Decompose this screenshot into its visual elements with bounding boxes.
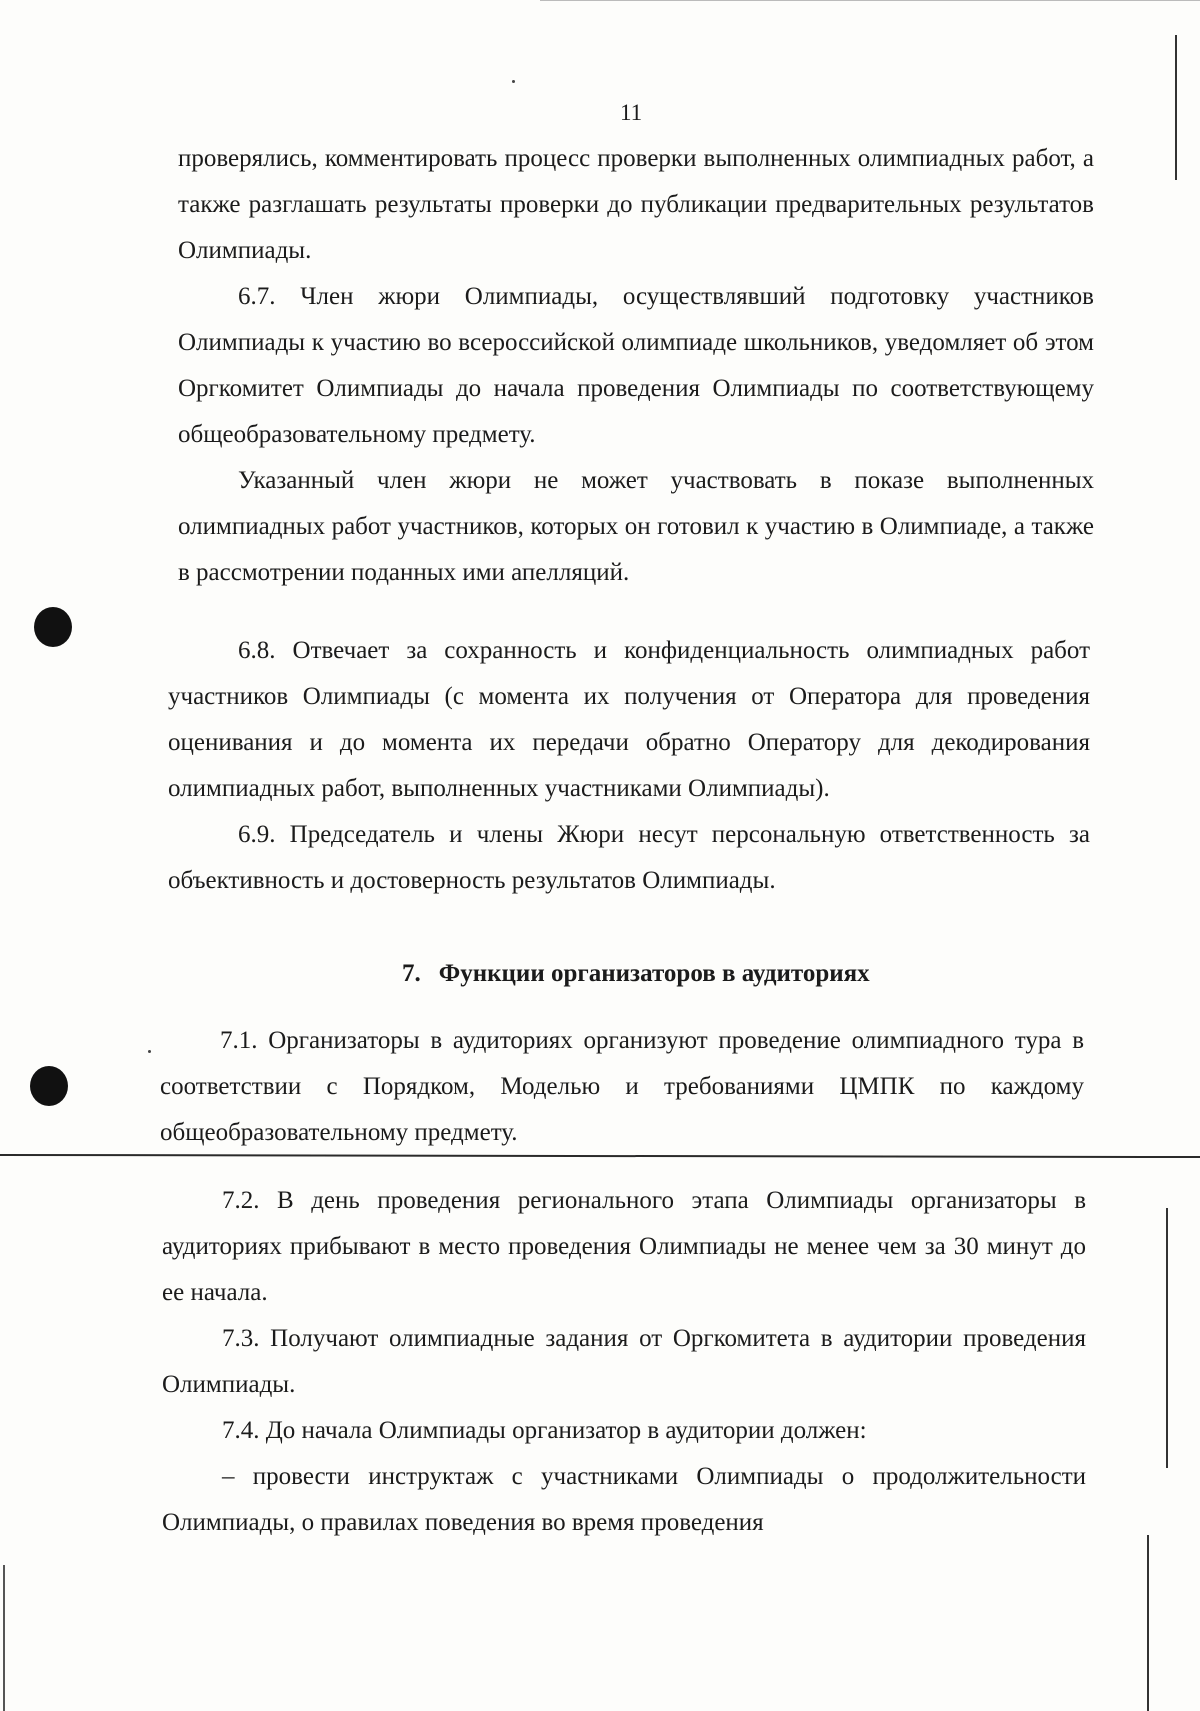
- punch-hole: [34, 607, 72, 647]
- section-number: 7.: [402, 960, 421, 987]
- document-body-lower: [162, 1178, 1086, 1546]
- paragraph: Указанный член жюри не может участвовать в показе выполненных олимпиадных работ участников, которых он готовил к участию в Олимпиаде, а также в рассмотрении поданных ими апелляций.: [178, 467, 1094, 586]
- paragraph-6-9: 6.9. Председатель и члены Жюри несут персональную ответственность за объективность и достоверность результатов Олимпиады.: [168, 821, 1090, 894]
- paragraph-7-2: 7.2. В день проведения регионального этапа Олимпиады организаторы в аудиториях прибывают в место проведения Олимпиады не менее чем за 30 минут до ее начала.: [162, 1187, 1086, 1306]
- scan-speck: [148, 1050, 151, 1053]
- scan-edge-top: [540, 0, 1200, 1]
- paragraph-7-4: 7.4. До начала Олимпиады организатор в аудитории должен:: [222, 1417, 867, 1444]
- document-body-mid: [168, 628, 1090, 904]
- document-body-section-7: [160, 1018, 1084, 1156]
- paragraph: проверялись, комментировать процесс проверки выполненных олимпиадных работ, а также разглашать результаты проверки до публикации предварительных результатов Олимпиады.: [178, 145, 1094, 264]
- list-item: – провести инструктаж с участниками Олимпиады о продолжительности Олимпиады, о правилах поведения во время проведения: [162, 1463, 1086, 1536]
- paragraph-6-7: 6.7. Член жюри Олимпиады, осуществлявший подготовку участников Олимпиады к участию во всероссийской олимпиаде школьников, уведомляет об этом Оргкомитет Олимпиады до начала проведения Олимпиады по соответствующему общеобразовательному предмету.: [178, 283, 1094, 448]
- scan-edge-left: [3, 1565, 5, 1711]
- paragraph-6-8: 6.8. Отвечает за сохранность и конфиденциальность олимпиадных работ участников Олимпиады (с момента их получения от Оператора для проведения оценивания и до момента их передачи обратно Оператору для декодирования олимпиадных работ, выполненных участниками Олимпиады).: [168, 637, 1090, 802]
- scan-edge-right: [1147, 1535, 1149, 1711]
- punch-hole: [30, 1066, 68, 1106]
- scan-speck: [512, 80, 515, 83]
- page-number: 11: [620, 100, 643, 125]
- scan-edge-right: [1175, 35, 1177, 180]
- section-title: Функции организаторов в аудиториях: [438, 960, 870, 987]
- document-body-top: [178, 136, 1094, 596]
- paragraph-7-1: 7.1. Организаторы в аудиториях организуют проведение олимпиадного тура в соответствии с Порядком, Моделью и требованиями ЦМПК по каждому общеобразовательному предмету.: [160, 1027, 1084, 1146]
- section-heading: [402, 960, 870, 988]
- scan-edge-right: [1166, 1208, 1168, 1468]
- paragraph-7-3: 7.3. Получают олимпиадные задания от Оргкомитета в аудитории проведения Олимпиады.: [162, 1325, 1086, 1398]
